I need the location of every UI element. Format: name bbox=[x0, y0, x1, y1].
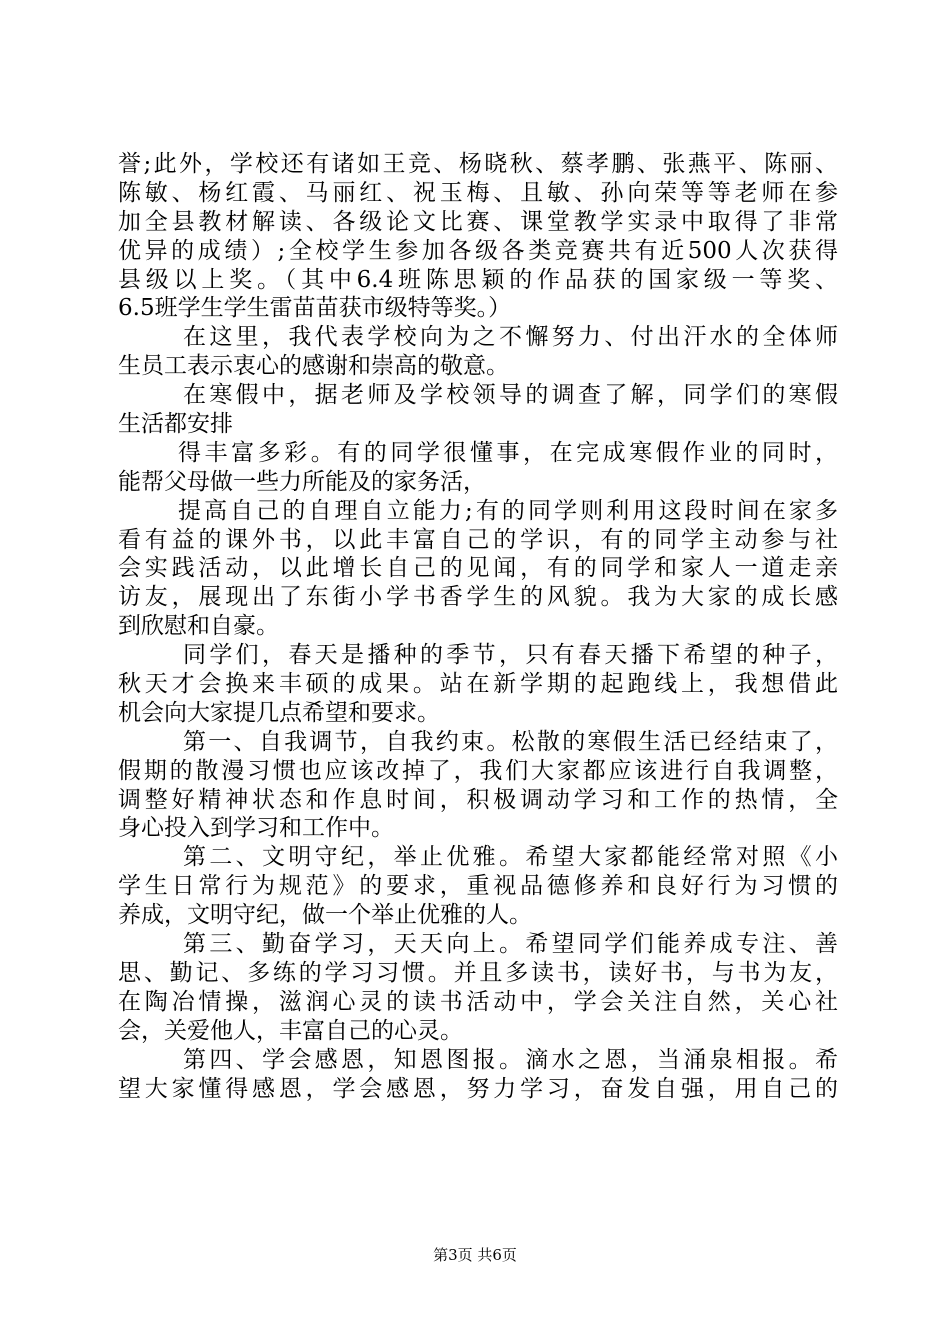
text-line: 生活都安排 bbox=[118, 411, 233, 438]
paragraph-start-line: 同学们，春天是播种的季节，只有春天播下希望的种子， bbox=[183, 642, 838, 669]
paragraph-start-line: 第一、自我调节，自我约束。松散的寒假生活已经结束了， bbox=[183, 728, 838, 755]
text-line: 陈敏、杨红霞、马丽红、祝玉梅、且敏、孙向荣等等老师在参 bbox=[118, 179, 838, 206]
text-line: 到欣慰和自豪。 bbox=[118, 613, 279, 640]
paragraph-start-line: 第三、勤奋学习，天天向上。希望同学们能养成专注、善 bbox=[183, 931, 838, 958]
text-line: 学生日常行为规范》的要求，重视品德修养和良好行为习惯的 bbox=[118, 873, 838, 900]
paragraph-start-line: 第四、学会感恩，知恩图报。滴水之恩，当涌泉相报。希 bbox=[183, 1046, 838, 1073]
text-line: 思、勤记、多练的学习习惯。并且多读书，读好书，与书为友， bbox=[118, 959, 838, 986]
text-line: 能帮父母做一些力所能及的家务活， bbox=[118, 468, 486, 495]
text-line: 6.5班学生学生雷苗苗获市级特等奖。） bbox=[118, 295, 512, 322]
text-line: 调整好精神状态和作息时间，积极调动学习和工作的热情，全 bbox=[118, 786, 838, 813]
paragraph-start-line: 在寒假中，据老师及学校领导的调查了解，同学们的寒假 bbox=[183, 382, 838, 409]
document-body bbox=[118, 150, 838, 1103]
text-line: 生员工表示衷心的感谢和崇高的敬意。 bbox=[118, 353, 509, 380]
text-line: 望大家懂得感恩，学会感恩，努力学习，奋发自强，用自己的 bbox=[118, 1075, 838, 1102]
paragraph-start-line: 第二、文明守纪，举止优雅。希望大家都能经常对照《小 bbox=[183, 844, 838, 871]
text-line: 看有益的课外书，以此丰富自己的学识，有的同学主动参与社 bbox=[118, 526, 838, 553]
text-line: 秋天才会换来丰硕的成果。站在新学期的起跑线上，我想借此 bbox=[118, 671, 838, 698]
text-line: 机会向大家提几点希望和要求。 bbox=[118, 699, 440, 726]
text-line: 誉;此外，学校还有诸如王竞、杨晓秋、蔡孝鹏、张燕平、陈丽、 bbox=[118, 151, 838, 177]
paragraph-start-line: 提高自己的自理自立能力;有的同学则利用这段时间在家多 bbox=[178, 497, 838, 524]
text-line: 访友，展现出了东街小学书香学生的风貌。我为大家的成长感 bbox=[118, 584, 838, 611]
text-line: 优异的成绩）;全校学生参加各级各类竞赛共有近500人次获得 bbox=[118, 237, 838, 264]
page-number-footer: 第3页 共6页 bbox=[433, 1246, 517, 1264]
text-line: 在陶冶情操，滋润心灵的读书活动中，学会关注自然，关心社 bbox=[118, 988, 838, 1015]
paragraph-start-line: 得丰富多彩。有的同学很懂事，在完成寒假作业的同时， bbox=[178, 439, 838, 466]
text-line: 身心投入到学习和工作中。 bbox=[118, 815, 394, 842]
text-line: 会实践活动，以此增长自己的见闻，有的同学和家人一道走亲 bbox=[118, 555, 838, 582]
paragraph-start-line: 在这里，我代表学校向为之不懈努力、付出汗水的全体师 bbox=[183, 324, 838, 351]
text-line: 养成，文明守纪，做一个举止优雅的人。 bbox=[118, 902, 532, 929]
text-line: 加全县教材解读、各级论文比赛、课堂教学实录中取得了非常 bbox=[118, 208, 838, 235]
text-line: 会，关爱他人，丰富自己的心灵。 bbox=[118, 1017, 463, 1044]
text-line: 假期的散漫习惯也应该改掉了，我们大家都应该进行自我调整， bbox=[118, 757, 838, 784]
text-line: 县级以上奖。（其中6.4班陈思颖的作品获的国家级一等奖、 bbox=[118, 266, 838, 293]
